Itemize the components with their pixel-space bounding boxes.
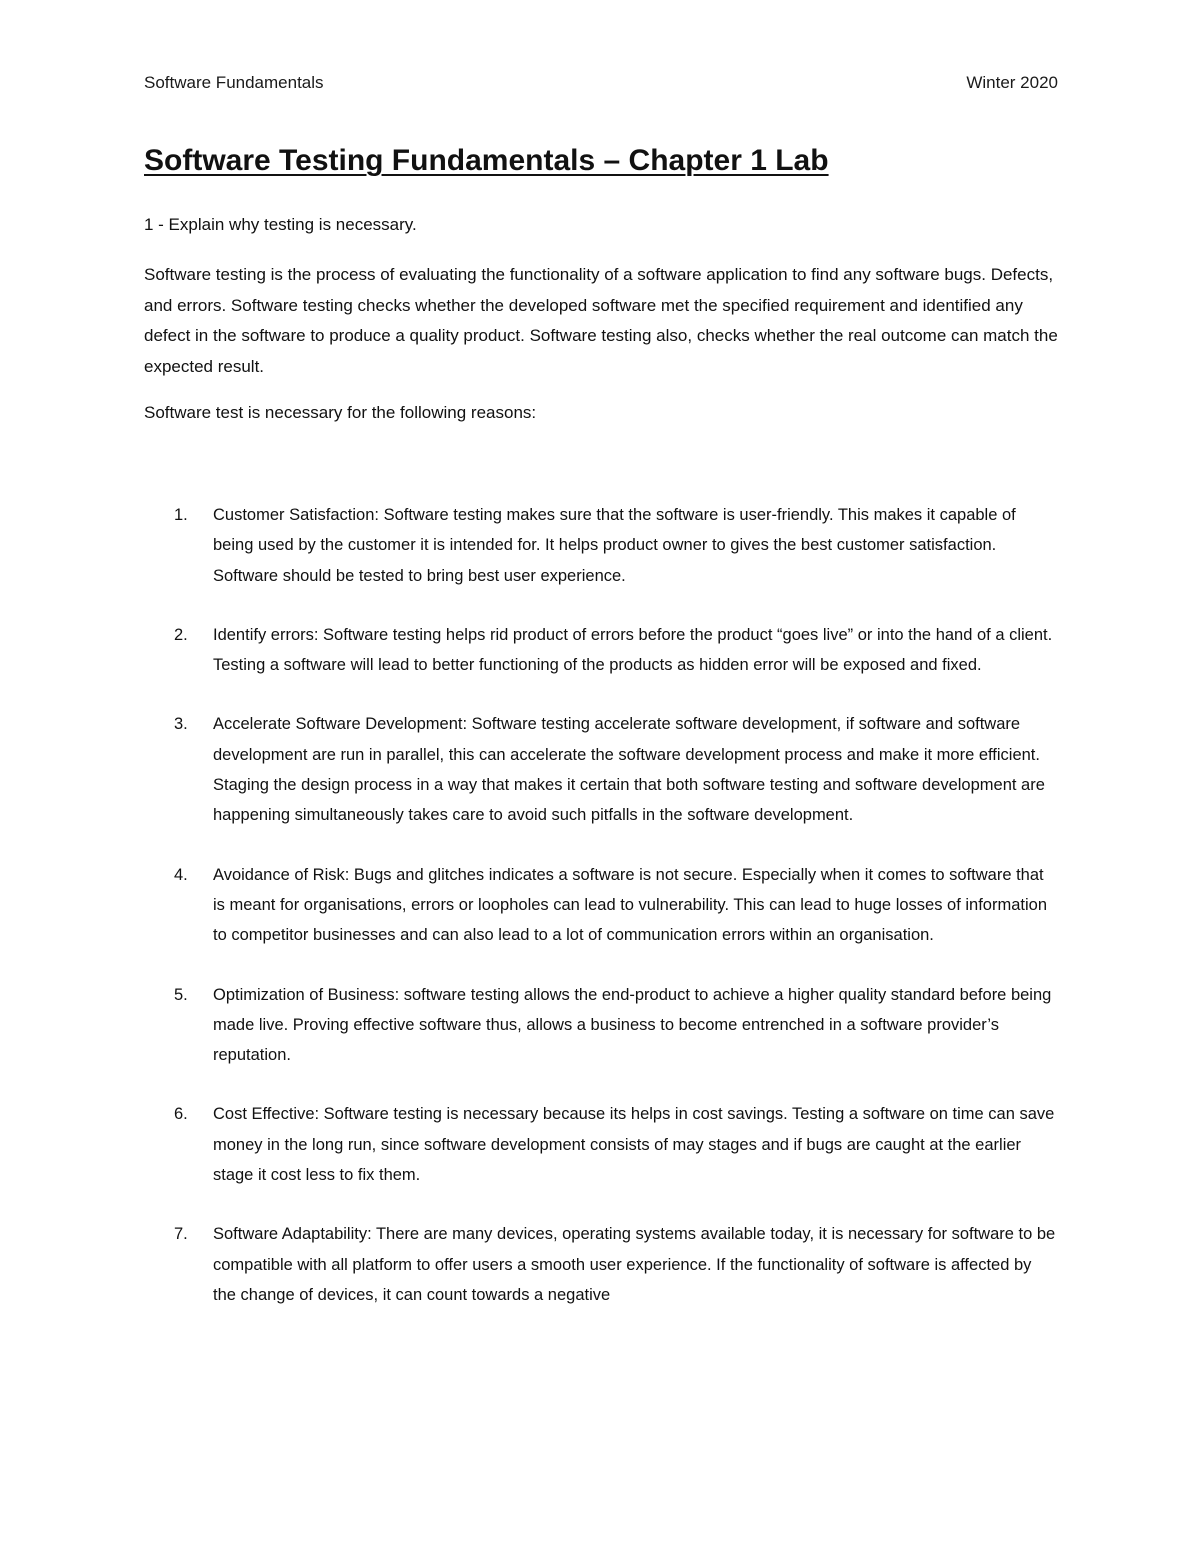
list-item — [144, 980, 1058, 1071]
list-item-text: Software Adaptability: There are many devices, operating systems available today, it is necessary for software to be compatible with all platform to offer users a smooth user experience. If the functionality of software is affected by the change of devices, it can count towards a negative — [213, 1225, 1056, 1304]
list-item — [144, 709, 1058, 830]
list-item-number: 5. — [174, 985, 188, 1004]
reasons-list — [144, 500, 1058, 1339]
list-item-text: Avoidance of Risk: Bugs and glitches indicates a software is not secure. Especially when it comes to software that is meant for organisations, errors or loopholes can lead to vulnerability. This can lead to huge losses of information to competitor businesses and can also lead to a lot of communication errors within an organisation. — [213, 865, 1048, 945]
intro-paragraph: Software testing is the process of evaluating the functionality of a software application to find any software bugs. Defects, and errors. Software testing checks whether the developed software met the specified requirement and identified any defect in the software to produce a quality product. Software testing also, checks whether the real outcome can match the expected result. — [144, 265, 1058, 376]
header-course-name: Software Fundamentals — [144, 73, 324, 92]
list-item — [144, 860, 1058, 951]
header-term: Winter 2020 — [966, 73, 1058, 92]
list-item — [144, 620, 1058, 681]
list-item-text: Customer Satisfaction: Software testing makes sure that the software is user-friendly. This makes it capable of being used by the customer it is intended for. It helps product owner to gives the best customer satisfaction. Software should be tested to bring best user experience. — [213, 506, 1016, 585]
list-item-text: Accelerate Software Development: Software testing accelerate software development, if software and software development are run in parallel, this can accelerate the software development process and make it more efficient. Staging the design process in a way that makes it certain that both software testing and software development are happening simultaneously takes care to avoid such pitfalls in the software development. — [213, 715, 1045, 825]
list-item — [144, 1099, 1058, 1190]
page-header — [144, 73, 1058, 97]
list-item-number: 3. — [174, 715, 188, 734]
list-item-number: 7. — [174, 1225, 188, 1244]
document-title: Software Testing Fundamentals – Chapter 1 Lab — [144, 144, 829, 177]
list-item-text: Optimization of Business: software testing allows the end-product to achieve a higher quality standard before being made live. Proving effective software thus, allows a business to become entrenched in a software provider’s reputation. — [213, 985, 1052, 1065]
list-item-text: Cost Effective: Software testing is necessary because its helps in cost savings. Testing a software on time can save money in the long run, since software development consists of may stages and if bugs are caught at the earlier stage it cost less to fix them. — [213, 1105, 1055, 1185]
list-item — [144, 500, 1058, 591]
list-item-number: 6. — [174, 1105, 188, 1124]
list-item-number: 2. — [174, 625, 188, 644]
question-prompt: 1 - Explain why testing is necessary. — [144, 215, 417, 234]
list-item-text: Identify errors: Software testing helps rid product of errors before the product “goes live” or into the hand of a client. Testing a software will lead to better functioning of the products as hidden error will be exposed and fixed. — [213, 625, 1053, 675]
list-item-number: 4. — [174, 865, 188, 884]
reasons-lead-in: Software test is necessary for the following reasons: — [144, 403, 537, 422]
list-item — [144, 1219, 1058, 1310]
list-item-number: 1. — [174, 506, 188, 524]
